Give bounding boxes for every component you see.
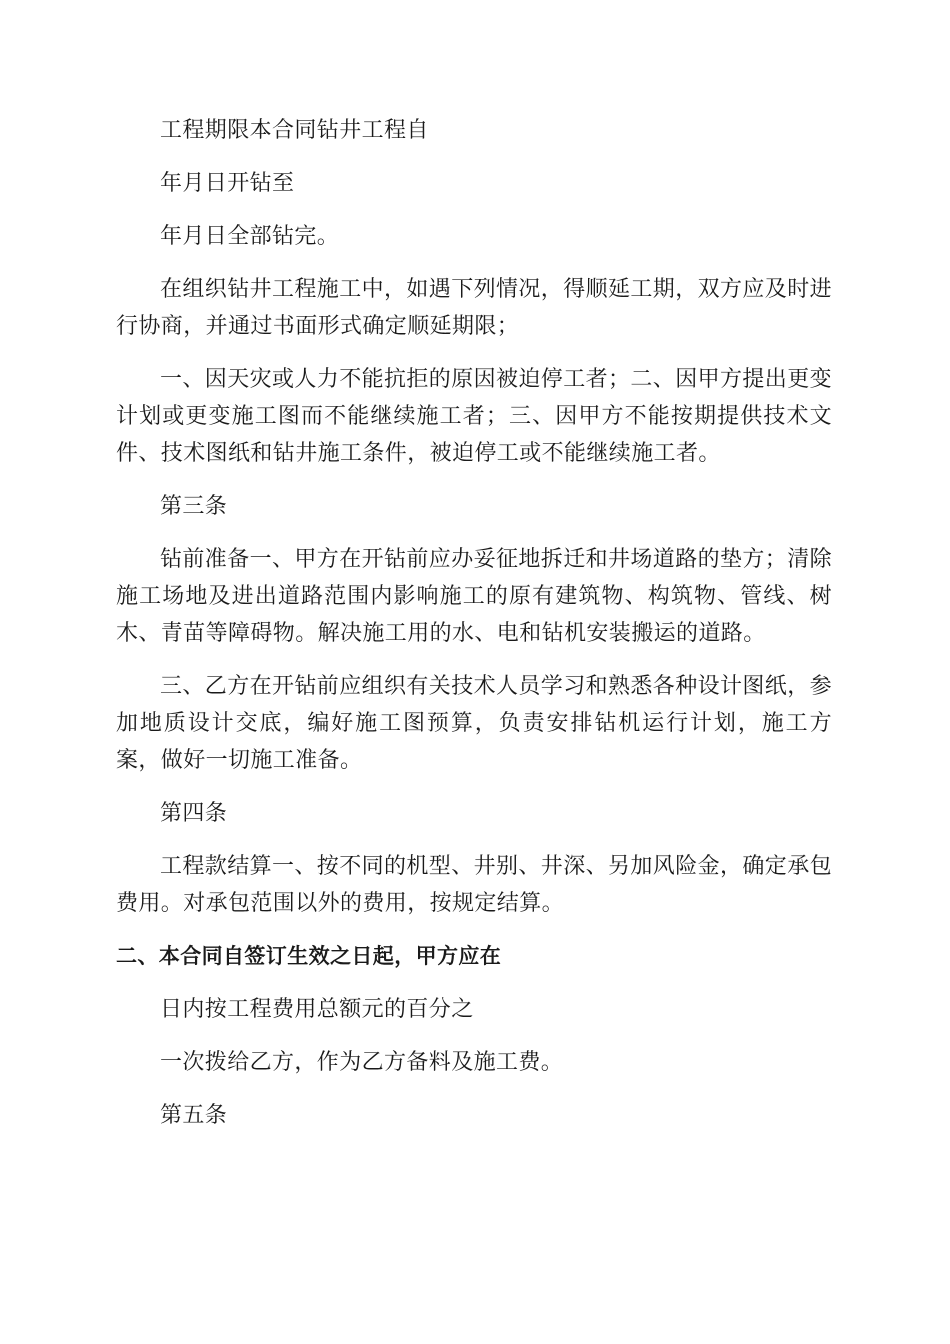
- paragraph-project-period: 工程期限本合同钻井工程自: [160, 118, 429, 143]
- article-five-title: 第五条: [160, 1103, 228, 1128]
- paragraph-start-date: 年月日开钻至: [160, 171, 295, 196]
- paragraph-party-b-prep: 三、乙方在开钻前应组织有关技术人员学习和熟悉各种设计图纸，参加地质设计交底，编好施工图预算，负责安排钻机运行计划，施工方案，做好一切施工准备。: [116, 674, 833, 773]
- section-heading-effective: 二、本合同自签订生效之日起，甲方应在: [116, 944, 502, 968]
- paragraph-pre-drilling-prep: 钻前准备一、甲方在开钻前应办妥征地拆迁和井场道路的垫方；清除施工场地及进出道路范围内影响施工的原有建筑物、构筑物、管线、树木、青苗等障碍物。解决施工用的水、电和钻机安装搬运的道路。: [116, 547, 833, 646]
- document-body: [116, 112, 832, 1150]
- paragraph-end-date: 年月日全部钻完。: [160, 224, 340, 249]
- paragraph-extension-terms: 在组织钻井工程施工中，如遇下列情况，得顺延工期，双方应及时进行协商，并通过书面形式确定顺延期限；: [116, 277, 833, 339]
- paragraph-payment-lump-sum: 一次拨给乙方，作为乙方备料及施工费。: [160, 1050, 564, 1075]
- paragraph-settlement: 工程款结算一、按不同的机型、井别、井深、另加风险金，确定承包费用。对承包范围以外的费用，按规定结算。: [116, 854, 833, 916]
- article-three-title: 第三条: [160, 494, 228, 519]
- paragraph-payment-days: 日内按工程费用总额元的百分之: [160, 997, 474, 1022]
- paragraph-extension-conditions: 一、因天灾或人力不能抗拒的原因被迫停工者；二、因甲方提出更变计划或更变施工图而不能继续施工者；三、因甲方不能按期提供技术文件、技术图纸和钻井施工条件，被迫停工或不能继续施工者。: [116, 367, 833, 466]
- article-four-title: 第四条: [160, 801, 228, 826]
